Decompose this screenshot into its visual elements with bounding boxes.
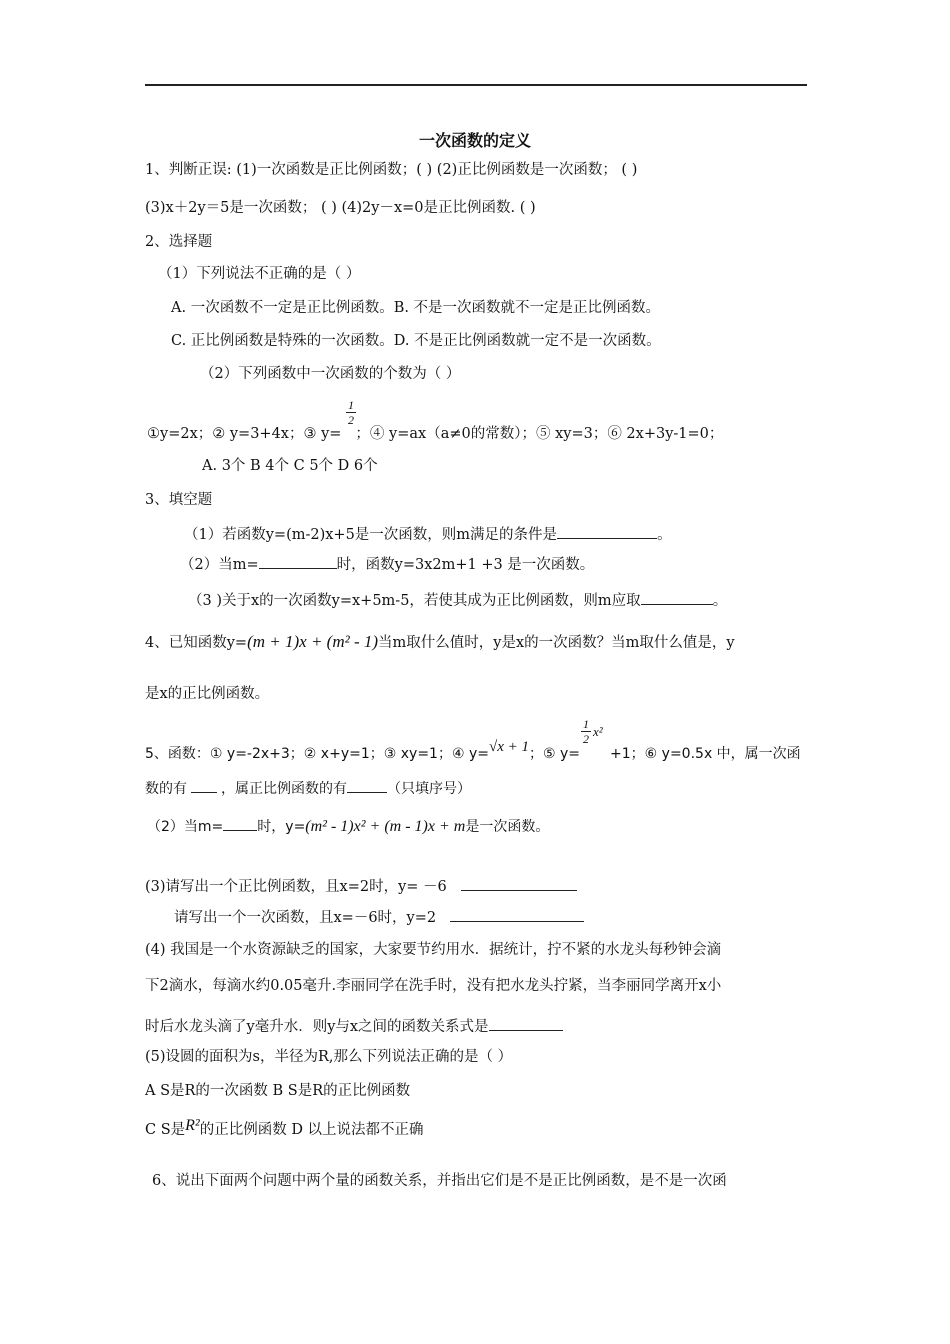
q3-1 bbox=[184, 524, 672, 545]
q1-line2: (3)x＋2y＝5是一次函数； ( ) (4)2y－x=0是正比例函数. ( ) bbox=[145, 200, 536, 216]
q4-line1 bbox=[145, 632, 735, 653]
q5-2-text-c: 是一次函数。 bbox=[465, 819, 550, 835]
q5-4-line3 bbox=[145, 1016, 563, 1037]
q3-3-text: （3 )关于x的一次函数y=x+5m-5，若使其成为正比例函数，则m应取 bbox=[188, 593, 641, 609]
q2-2-stem: （2）下列函数中一次函数的个数为（ ） bbox=[200, 366, 461, 382]
q5-half-fraction bbox=[581, 717, 591, 746]
q3-2-blank[interactable] bbox=[259, 554, 337, 569]
q3-1-end: 。 bbox=[657, 527, 672, 543]
q3-1-text: （1）若函数y=(m-2)x+5是一次函数，则m满足的条件是 bbox=[184, 527, 558, 543]
q3-3 bbox=[188, 590, 727, 611]
q5-3-line1 bbox=[145, 876, 577, 897]
q5-2-blank[interactable] bbox=[223, 816, 257, 831]
q3-heading: 3、填空题 bbox=[145, 492, 213, 508]
top-rule bbox=[145, 84, 807, 86]
q5-half-denominator: 2 bbox=[583, 732, 589, 746]
half-fraction bbox=[346, 398, 356, 427]
q5-half-numerator: 1 bbox=[583, 717, 589, 731]
q2-2-functions bbox=[147, 424, 723, 444]
q3-1-blank[interactable] bbox=[557, 524, 657, 539]
page-title: 一次函数的定义 bbox=[418, 131, 531, 150]
q5-3-blank-2[interactable] bbox=[450, 907, 584, 922]
q2-2-functions-b: ；④ y=ax（a≠0的常数）；⑤ xy=3；⑥ 2x+3y-1=0； bbox=[355, 426, 724, 442]
q5-line2 bbox=[145, 778, 471, 799]
q6-stem: 6、说出下面两个问题中两个量的函数关系，并指出它们是不是正比例函数，是不是一次函 bbox=[152, 1173, 727, 1189]
q5-5-options-ab: A S是R的一次函数 B S是R的正比例函数 bbox=[145, 1083, 411, 1099]
q3-2-text-b: 时，函数y=3x2m+1 +3 是一次函数。 bbox=[336, 557, 595, 573]
q5-3-line2 bbox=[174, 907, 584, 928]
q5-4-blank[interactable] bbox=[489, 1016, 563, 1031]
q5-2 bbox=[147, 816, 549, 837]
q5-4-line2: 下2滴水，每滴水约0.05毫升.李丽同学在洗手时，没有把水龙头拧紧，当李丽同学离开x小 bbox=[145, 978, 722, 994]
x-squared: x² bbox=[593, 724, 603, 739]
q5-text-c: +1；⑥ y=0.5x 中，属一次函 bbox=[610, 746, 801, 762]
q2-2-options: A. 3个 B 4个 C 5个 D 6个 bbox=[202, 458, 378, 474]
half-numerator: 1 bbox=[348, 398, 354, 412]
q5-3-text-a: (3)请写出一个正比例函数，且x=2时，y= －6 bbox=[145, 879, 447, 895]
q5-text-d: 数的有 bbox=[145, 781, 187, 797]
q5-2-text-b: 时，y= bbox=[257, 819, 306, 835]
q5-5-text-c: C S是 bbox=[145, 1122, 186, 1138]
q5-blank-linear[interactable] bbox=[191, 778, 217, 793]
q4-line2: 是x的正比例函数。 bbox=[145, 686, 270, 702]
r-squared: R² bbox=[185, 1117, 200, 1134]
q5-3-blank-1[interactable] bbox=[461, 876, 577, 891]
q5-4-text: 时后水龙头滴了y毫升水．则y与x之间的函数关系式是 bbox=[145, 1019, 489, 1035]
q5-text-b: ；⑤ y= bbox=[529, 746, 581, 762]
q4-formula: (m + 1)x + (m² - 1) bbox=[247, 632, 379, 651]
q5-5-text-d: 的正比例函数 D 以上说法都不正确 bbox=[199, 1122, 424, 1138]
sqrt-formula: √x + 1 bbox=[488, 739, 529, 755]
q2-heading: 2、选择题 bbox=[145, 234, 213, 250]
q4-text-b: 当m取什么值时，y是x的一次函数？当m取什么值是，y bbox=[378, 635, 735, 651]
half-denominator: 2 bbox=[348, 413, 354, 427]
q3-3-blank[interactable] bbox=[641, 590, 713, 605]
q5-3-text-b: 请写出一个一次函数，且x=－6时，y=2 bbox=[174, 910, 437, 926]
q3-3-end: 。 bbox=[712, 593, 728, 609]
q2-1-options-ab: A. 一次函数不一定是正比例函数。B. 不是一次函数就不一定是正比例函数。 bbox=[171, 300, 661, 316]
q5-2-formula: (m² - 1)x² + (m - 1)x + m bbox=[305, 818, 466, 835]
q3-2 bbox=[180, 554, 594, 575]
q5-text-f: （只填序号） bbox=[387, 781, 471, 797]
q5-5-options-cd bbox=[145, 1117, 424, 1140]
q5-text-a: 5、函数：① y=-2x+3；② x+y=1；③ xy=1；④ y= bbox=[145, 746, 489, 762]
q5-text-e: ，属正比例函数的有 bbox=[221, 781, 347, 797]
q5-5-stem: (5)设圆的面积为s，半径为R,那么下列说法正确的是（ ） bbox=[145, 1049, 513, 1065]
q2-1-options-cd: C. 正比例函数是特殊的一次函数。D. 不是正比例函数就一定不是一次函数。 bbox=[171, 333, 661, 349]
q5-4-line1: (4) 我国是一个水资源缺乏的国家，大家要节约用水．据统计，拧不紧的水龙头每秒钟会滴 bbox=[145, 942, 722, 958]
q4-text-a: 4、已知函数y= bbox=[145, 635, 248, 651]
q3-2-text-a: （2）当m= bbox=[180, 557, 259, 573]
q5-2-text-a: （2）当m= bbox=[147, 819, 224, 835]
q1-line1: 1、判断正误: (1)一次函数是正比例函数；( ) (2)正比例函数是一次函数； ( ) bbox=[145, 162, 638, 178]
q5-line1 bbox=[145, 739, 801, 764]
q2-2-functions-a: ①y=2x；② y=3+4x；③ y= bbox=[147, 426, 342, 442]
q5-blank-proportional[interactable] bbox=[347, 778, 387, 793]
q2-1-stem: （1）下列说法不正确的是（ ） bbox=[158, 266, 361, 282]
